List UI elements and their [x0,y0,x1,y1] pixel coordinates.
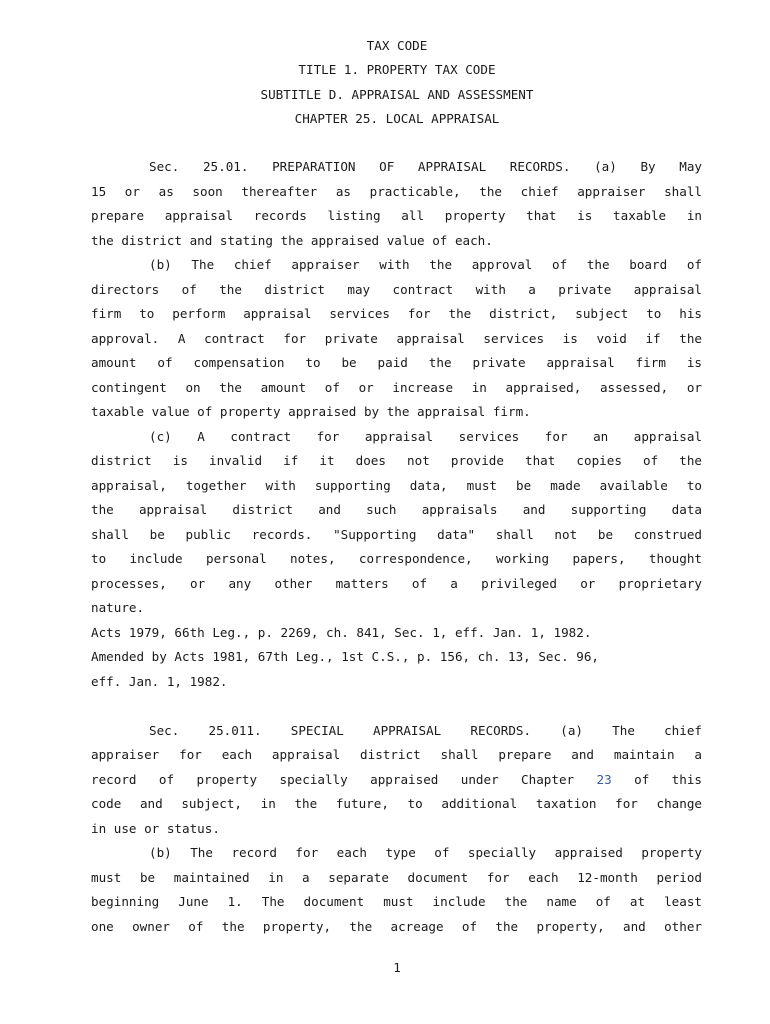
text-line: appraisal, together with supporting data, must be made available to [91,478,702,493]
text-line: processes, or any other matters of a privileged or proprietary [91,576,702,591]
text-line: approval. A contract for private appraisal services is void if the [91,331,702,346]
text-line: contingent on the amount of or increase in appraised, assessed, or [91,380,702,395]
text-segment: of this [634,772,702,787]
text-line: beginning June 1. The document must include the name of at least [91,894,702,909]
text-segment: record of property specially appraised under Chapter [91,772,575,787]
history-note: Acts 1979, 66th Leg., p. 2269, ch. 841, Sec. 1, eff. Jan. 1, 1982. [91,625,592,640]
text-line: firm to perform appraisal services for the district, subject to his [91,306,702,321]
text-line: the appraisal district and such appraisals and supporting data [91,502,702,517]
text-line: 15 or as soon thereafter as practicable, the chief appraiser shall [91,184,702,199]
text-line: nature. [91,600,145,615]
subtitle-heading: SUBTITLE D. APPRAISAL AND ASSESSMENT [260,87,534,102]
page-number: 1 [393,960,401,975]
text-line: directors of the district may contract with a private appraisal [91,282,702,297]
text-line: district is invalid if it does not provide that copies of the [91,453,702,468]
text-line: to include personal notes, correspondence, working papers, thought [91,551,702,566]
history-note: Amended by Acts 1981, 67th Leg., 1st C.S., p. 156, ch. 13, Sec. 96, [91,649,599,664]
text-line: (b) The record for each type of specially appraised property [149,845,702,860]
chapter-23-link[interactable]: 23 [596,772,612,787]
text-line: taxable value of property appraised by the appraisal firm. [91,404,531,419]
code-name: TAX CODE [366,38,428,53]
text-line: (b) The chief appraiser with the approval of the board of [149,257,702,272]
text-line: Sec. 25.011. SPECIAL APPRAISAL RECORDS. (a) The chief [149,723,702,738]
text-line-with-reference [91,771,702,789]
text-line: one owner of the property, the acreage of the property, and other [91,919,702,934]
title-heading: TITLE 1. PROPERTY TAX CODE [298,62,496,77]
text-line: Sec. 25.01. PREPARATION OF APPRAISAL RECORDS. (a) By May [149,159,702,174]
text-line: appraiser for each appraisal district shall prepare and maintain a [91,747,702,762]
text-line: the district and stating the appraised value of each. [91,233,493,248]
text-line: prepare appraisal records listing all property that is taxable in [91,208,702,223]
text-line: must be maintained in a separate document for each 12-month period [91,870,702,885]
history-note: eff. Jan. 1, 1982. [91,674,228,689]
text-line: in use or status. [91,821,220,836]
chapter-heading: CHAPTER 25. LOCAL APPRAISAL [294,111,500,126]
text-line: shall be public records. "Supporting data" shall not be construed [91,527,702,542]
text-line: amount of compensation to be paid the private appraisal firm is [91,355,702,370]
text-line: code and subject, in the future, to additional taxation for change [91,796,702,811]
text-line: (c) A contract for appraisal services for an appraisal [149,429,702,444]
